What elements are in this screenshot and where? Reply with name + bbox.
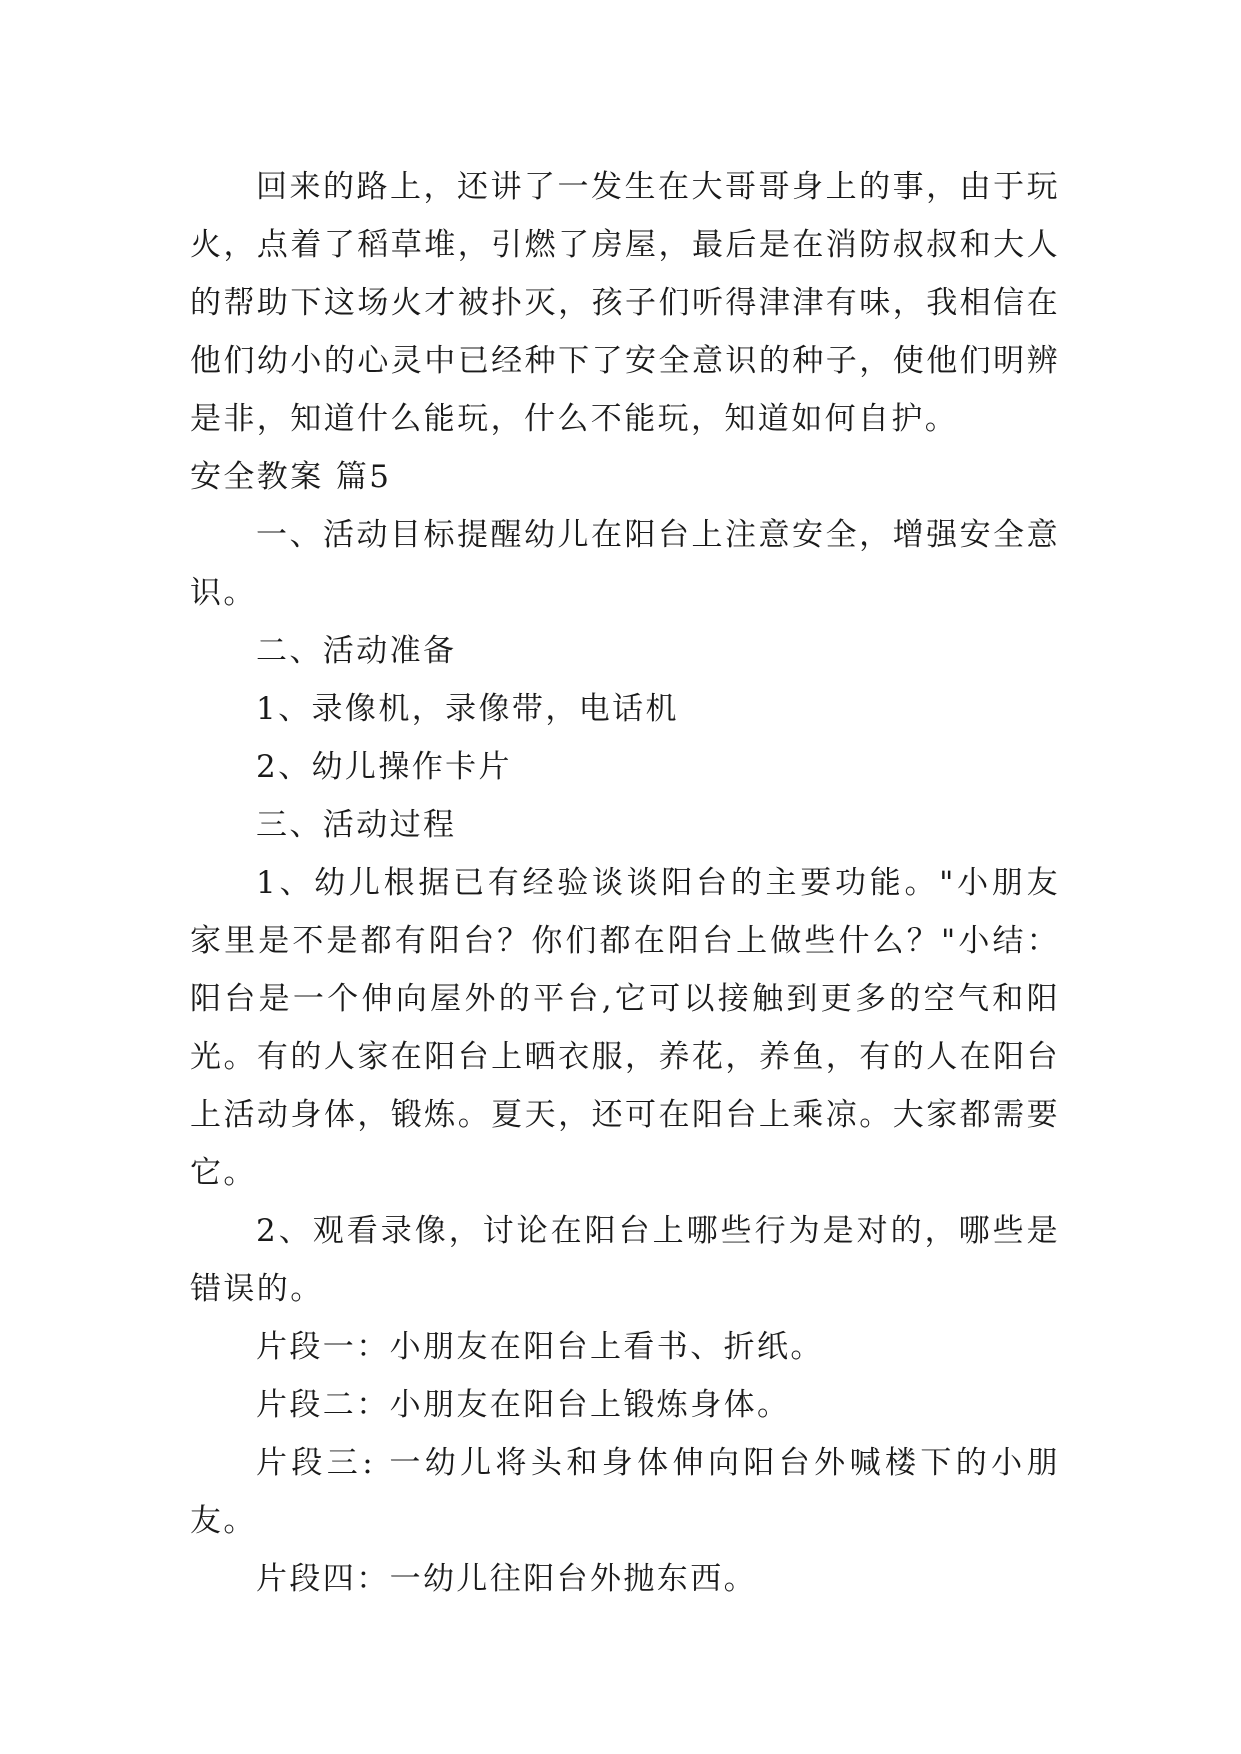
paragraph-clip-3: 片段三: 一幼儿将头和身体伸向阳台外喊楼下的小朋友。: [190, 1445, 1060, 1539]
paragraph-process-step-1: 1、幼儿根据已有经验谈谈阳台的主要功能。"小朋友家里是不是都有阳台？你们都在阳台上做些什么？"小结：阳台是一个伸向屋外的平台,它可以接触到更多的空气和阳光。有的人家在阳台上晒衣服，养花，养鱼，有的人在阳台上活动身体，锻炼。夏天，还可在阳台上乘凉。大家都需要它。: [190, 865, 1060, 1191]
paragraph-process-step-2: 2、观看录像，讨论在阳台上哪些行为是对的，哪些是错误的。: [190, 1213, 1060, 1307]
paragraph-clip-4: 片段四：一幼儿往阳台外抛东西。: [256, 1561, 757, 1597]
paragraph-preparation-item-2: 2、幼儿操作卡片: [256, 749, 512, 785]
paragraph-clip-1: 片段一：小朋友在阳台上看书、折纸。: [256, 1329, 824, 1365]
document-body: [190, 158, 1060, 1608]
paragraph-goal: 一、活动目标提醒幼儿在阳台上注意安全，增强安全意识。: [190, 517, 1060, 611]
paragraph-process-heading: 三、活动过程: [256, 807, 457, 843]
paragraph-clip-2: 片段二：小朋友在阳台上锻炼身体。: [256, 1387, 791, 1423]
intro-paragraph: 回来的路上，还讲了一发生在大哥哥身上的事，由于玩火，点着了稻草堆，引燃了房屋，最后是在消防叔叔和大人的帮助下这场火才被扑灭，孩子们听得津津有味，我相信在他们幼小的心灵中已经种下了安全意识的种子，使他们明辨是非，知道什么能玩，什么不能玩，知道如何自护。: [190, 169, 1060, 437]
section-title: 安全教案 篇5: [190, 459, 392, 495]
paragraph-preparation-heading: 二、活动准备: [256, 633, 457, 669]
paragraph-preparation-item-1: 1、录像机，录像带，电话机: [256, 691, 679, 727]
